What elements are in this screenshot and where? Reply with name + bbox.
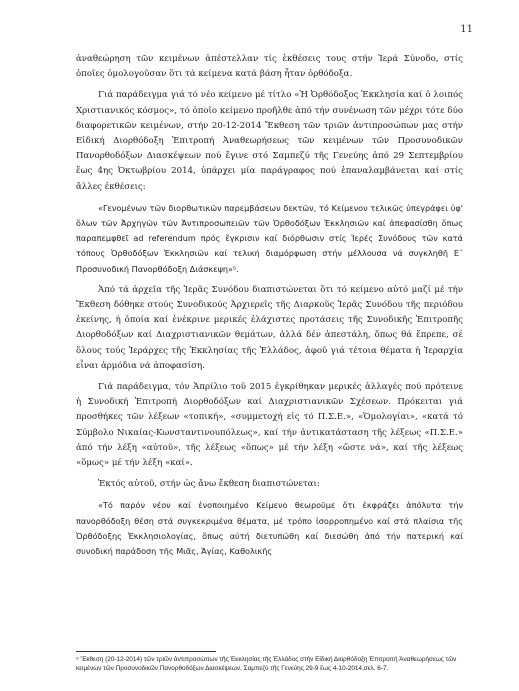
paragraph-example-title: Γιά παράδειγμα γιά τό νέο κείμενο μέ τίτλο «Ἡ Ὀρθόδοξος Ἐκκλησία καί ὁ λοιπός Χριστιανικός κόσμος», τό ὁποῖο κείμενο προῆλθε ἀπό τήν συνένωση τῶν μέχρι τότε δύο διαφορετικῶν κειμένων, στήν 20-12-2014 Ἔκθεση τῶν τριῶν ἀντιπροσώπων μας στήν Εἰδική Διορθόδοξη Ἐπιτροπή Ἀναθεωρήσεως τῶν κειμένων τῶν Προσυνοδικῶν Πανορθοδόξων Διασκέψεων πού ἔγινε στό Σαμπεζύ τῆς Γενεύης ἀπό 29 Σεπτεμβρίου ἕως 4ης Ὀκτωβρίου 2014, ὑπάρχει μία παράγραφος πού ἐπαναλαμβάνεται καί στίς ἄλλες ἐκθέσεις: [76,90,463,192]
paragraph-besides: Ἐκτός αὐτοῦ, στήν ὡς ἄνω ἔκθεση διαπιστώνεται: [98,479,320,490]
body-text [76,52,463,559]
footnote-divider [76,651,216,652]
paragraph-april-2015: Γιά παράδειγμα, τόν Ἀπρίλιο τοῦ 2015 ἐγκρίθηκαν μερικές ἀλλαγές πού πρότεινε ἡ Συνοδική Ἐπιτροπή Διορθοδόξων καί Διαχριστιανικῶν Σχέσεων. Πρόκειται γιά προσθήκες τῶν λέξεων «τοπική», «συμμετοχή εἰς τό Π.Σ.Ε.», «Ὁμολογίαι», «κατά τό Σύμβολο Νικαίας-Κωνσταντινουπόλεως», καί τήν ἀντικατάσταση τῆς λέξεως «Π.Σ.Ε.» ἀπό τήν λέξη «αὐτοῦ», τῆς λέξεως «ὅπως» μέ τήν λέξη «ὥστε νά», καί τῆς λέξεως «ὅμως» μέ τήν λέξη «καί». [76,382,463,469]
paragraph-continuation: ἀναθεώρηση τῶν κειμένων ἀπέστελλαν τίς ἐκθέσεις τους στήν Ἱερά Σύνοδο, στίς ὁποῖες ὁμολογοῦσαν ὅτι τά κείμενα κατά βάση ἦταν ὀρθόδοξα. [76,54,463,80]
paragraph-quote-report: «Γενομένων τῶν διορθωτικῶν παρεμβάσεων δεκτῶν, τό Κείμενον τελικῶς ὑπεγράφει ὑφ' ὅλων τῶν Ἀρχηγῶν τῶν Ἀντιπροσωπειῶν τῶν Ὀρθοδόξων Ἐκκλησιῶν καί ἀπεφασίσθη ὅπως παραπεμφθεῖ ad referendum πρός ἔγκρισιν καί διόρθωσιν στίς Ἱερές Συνόδους τῶν κατά τόπους Ὀρθοδόξων Ἐκκλησιῶν καί τελική διαμόρφωση στήν μέλλουσα νά συγκληθῆ Ε΄ Προσυνοδική Πανορθόδοξη Διάσκεψη»⁵. [76,202,463,274]
paragraph-quote-text: «Τό παρόν νέον καί ἑνοποιημένο Κείμενο θεωροῦμε ὅτι ἐκφράζει ἀπόλυτα τήν πανορθόδοξη θέση στά συγκεκριμένα θέματα, μέ τρόπο ἰσορροπημένο καί στά πλαίσια τῆς Ὀρθόδοξης Ἐκκλησιολογίας, ὅπως αὐτή διετυπώθη καί διεσώθη ἀπό τήν πατερική καί συνοδική παράδοση τῆς Μιᾶς, Ἁγίας, Καθολικῆς [76,500,463,557]
footnote: ⁵ Ἔκθεση (20-12-2014) τῶν τριῶν ἀντιπροσώπων τῆς Ἐκκλησίας τῆς Ἑλλάδος στήν Εἰδική Διορθόδοξη Ἐπιτροπή Ἀναθεωρήσεως τῶν κειμένων τῶν Προσυνοδικῶν Πανορθοδόξων Διασκέψεων, Σαμπεζύ τῆς Γενεύης 29-9 ἕως 4-10-2014,σελ. 6-7. [76,656,457,672]
page-number: 11 [460,24,473,35]
paragraph-archives: Ἀπό τά ἀρχεῖα τῆς Ἱερᾶς Συνόδου διαπιστώνεται ὅτι τό κείμενο αὐτό μαζί μέ τήν Ἔκθεση δόθηκε στούς Συνοδικούς Ἀρχιερεῖς τῆς Διαρκοῦς Ἱερᾶς Συνόδου τῆς περιόδου ἐκείνης, ἡ ὁποία καί ἐνέκρινε μερικές ἐλάχιστες προτάσεις τῆς Συνοδικῆς Ἐπιτροπῆς Διορθοδόξων καί Διαχριστιανικῶν θεμάτων, ἀλλά δέν ἀπεστάλη, ὅπως θά ἔπρεπε, σέ ὅλους τούς Ἱεράρχες τῆς Ἐκκλησίας τῆς Ἑλλάδος, ἀφοῦ γιά τέτοια θέματα ἡ Ἱεραρχία εἶναι ἁρμόδια νά ἀποφασίση. [76,284,463,371]
